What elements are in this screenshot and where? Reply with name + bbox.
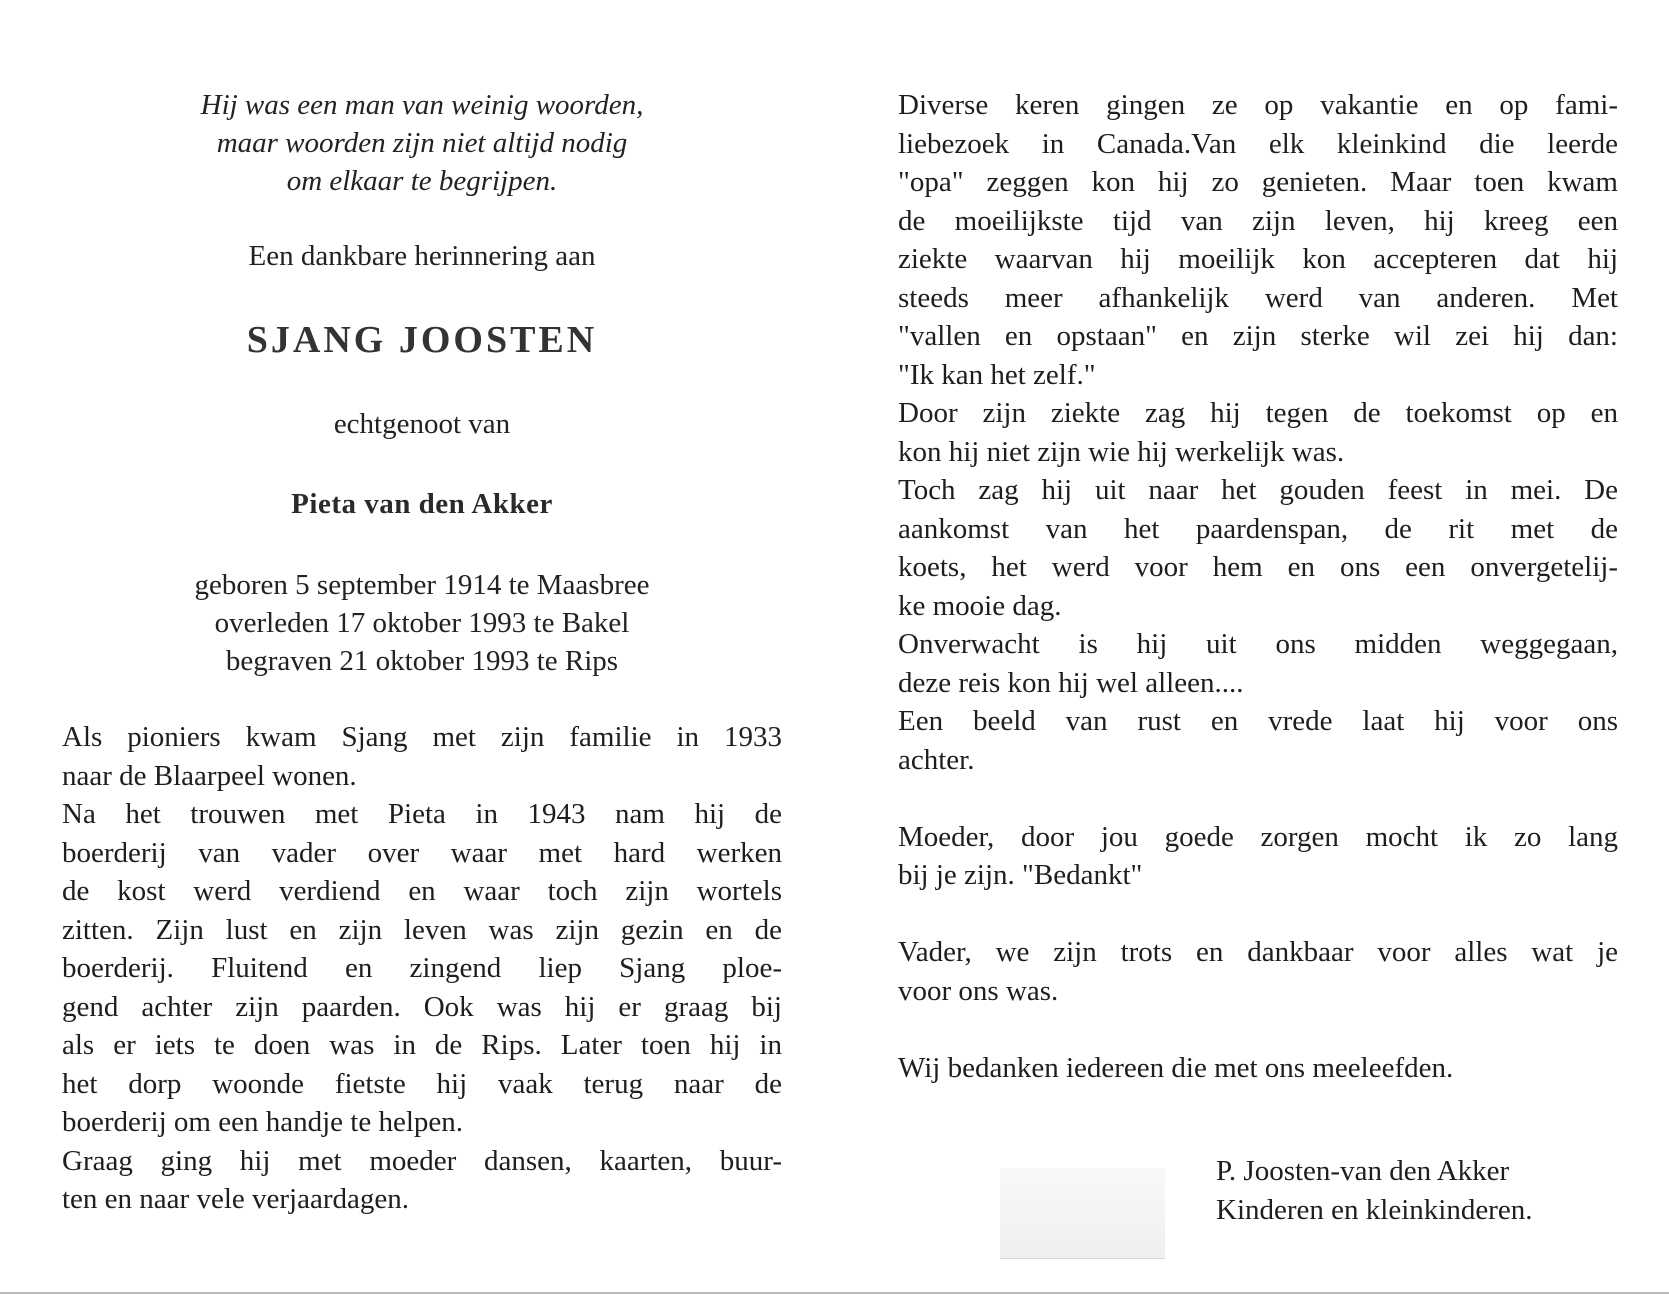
body-line: boerderij om een handje te helpen. xyxy=(62,1106,464,1138)
body-line: steeds meer afhankelijk werd van anderen. Met xyxy=(898,281,1618,314)
motto-line: maar woorden zijn niet altijd nodig xyxy=(216,127,628,159)
father-line: voor ons was. xyxy=(898,974,1059,1007)
body-line: Graag ging hij met moeder dansen, kaarten, buur- xyxy=(62,1144,782,1177)
intro-text: Een dankbare herinnering aan xyxy=(248,240,596,272)
body-line: boerderij. Fluitend en zingend liep Sjang ploe- xyxy=(62,952,782,984)
body-line: achter. xyxy=(898,743,975,776)
motto xyxy=(162,86,682,200)
father-line: Vader, we zijn trots en dankbaar voor alles wat je xyxy=(898,936,1618,968)
spouse-name: Pieta van den Akker xyxy=(291,488,553,520)
body-line: gend achter zijn paarden. Ook was hij er graag bij xyxy=(62,990,782,1023)
burial-date: begraven 21 oktober 1993 te Rips xyxy=(225,645,619,677)
spouse-label: echtgenoot van xyxy=(333,408,511,440)
body-line: Toch zag hij uit naar het gouden feest in mei. De xyxy=(898,474,1618,506)
body-line: aankomst van het paardenspan, de rit met de xyxy=(898,512,1618,545)
right-body-text xyxy=(898,86,1618,1087)
paper-tape-mark xyxy=(1000,1168,1165,1259)
body-line: ke mooie dag. xyxy=(898,589,1062,622)
mother-line: bij je zijn. "Bedankt" xyxy=(898,859,1143,891)
motto-line: om elkaar te begrijpen. xyxy=(286,165,558,197)
signature-block xyxy=(1216,1152,1532,1229)
body-line: koets, het werd voor hem en ons een onvergetelij- xyxy=(898,551,1618,583)
body-line: als er iets te doen was in de Rips. Later toen hij in xyxy=(62,1029,782,1061)
paragraph-gap xyxy=(898,1010,1618,1049)
body-line: Onverwacht is hij uit ons midden weggegaan, xyxy=(898,628,1618,660)
left-body-text xyxy=(62,718,782,1219)
body-line: de kost werd verdiend en waar toch zijn wortels xyxy=(62,875,782,907)
life-dates xyxy=(62,566,782,680)
motto-line: Hij was een man van weinig woorden, xyxy=(200,89,644,121)
body-line: het dorp woonde fietste hij vaak terug naar de xyxy=(62,1067,782,1100)
death-date: overleden 17 oktober 1993 te Bakel xyxy=(214,607,630,639)
body-line: "Ik kan het zelf." xyxy=(898,358,1096,391)
mother-line: Moeder, door jou goede zorgen mocht ik zo lang xyxy=(898,820,1618,853)
body-line: ziekte waarvan hij moeilijk kon accepteren dat hij xyxy=(898,243,1618,275)
body-line: liebezoek in Canada.Van elk kleinkind die leerde xyxy=(898,127,1618,160)
signature-line: Kinderen en kleinkinderen. xyxy=(1216,1193,1533,1226)
body-line: Een beeld van rust en vrede laat hij voor ons xyxy=(898,705,1618,737)
body-line: Als pioniers kwam Sjang met zijn familie in 1933 xyxy=(62,721,782,753)
paragraph-gap xyxy=(898,779,1618,818)
body-line: zitten. Zijn lust en zijn leven was zijn gezin en de xyxy=(62,913,782,946)
signature-line: P. Joosten-van den Akker xyxy=(1216,1155,1510,1187)
body-line: Diverse keren gingen ze op vakantie en op fami- xyxy=(898,89,1618,121)
body-line: "vallen en opstaan" en zijn sterke wil zei hij dan: xyxy=(898,320,1618,352)
body-line: Na het trouwen met Pieta in 1943 nam hij de xyxy=(62,798,782,830)
body-line: Door zijn ziekte zag hij tegen de toekomst op en xyxy=(898,397,1618,429)
body-line: de moeilijkste tijd van zijn leven, hij kreeg een xyxy=(898,204,1618,237)
birth-date: geboren 5 september 1914 te Maasbree xyxy=(194,569,650,601)
thanks-line: Wij bedanken iedereen die met ons meeleefden. xyxy=(898,1051,1454,1084)
body-line: boerderij van vader over waar met hard werken xyxy=(62,836,782,869)
deceased-name: SJANG JOOSTEN xyxy=(246,319,598,361)
body-line: naar de Blaarpeel wonen. xyxy=(62,759,357,792)
body-line: ten en naar vele verjaardagen. xyxy=(62,1183,409,1215)
card-bottom-edge xyxy=(0,1292,1669,1294)
body-line: "opa" zeggen kon hij zo genieten. Maar toen kwam xyxy=(898,166,1618,198)
body-line: deze reis kon hij wel alleen.... xyxy=(898,666,1244,699)
paragraph-gap xyxy=(898,895,1618,934)
body-line: kon hij niet zijn wie hij werkelijk was. xyxy=(898,435,1345,468)
